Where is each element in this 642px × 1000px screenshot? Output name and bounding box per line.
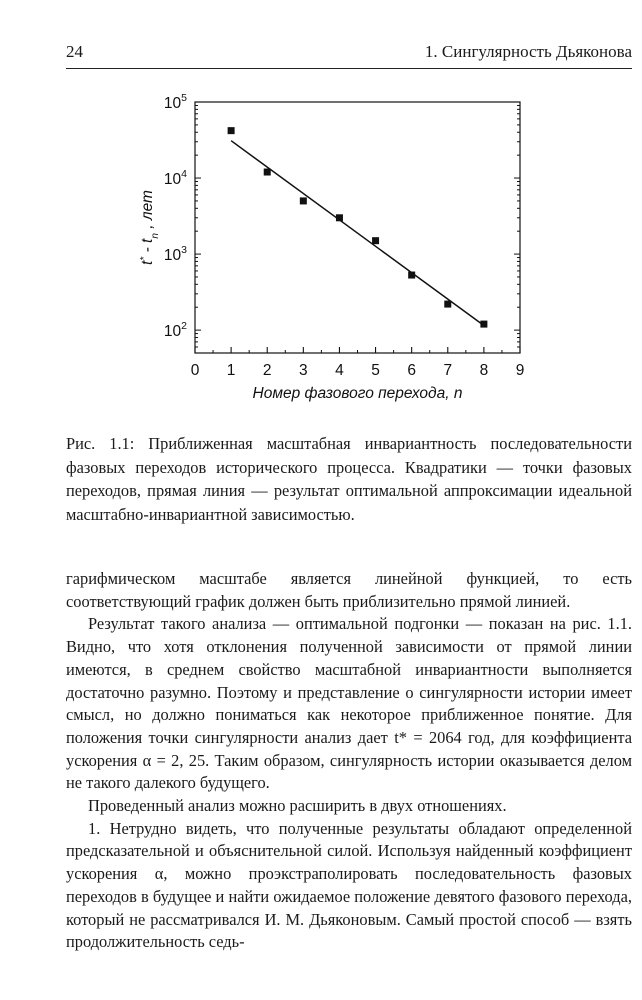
x-tick-label: 9 xyxy=(515,362,525,379)
body-text xyxy=(66,568,632,954)
data-point xyxy=(264,169,271,176)
x-tick-label: 0 xyxy=(190,362,200,379)
data-point xyxy=(444,301,451,308)
y-tick-label: $10^5$ xyxy=(163,92,187,112)
chart-svg xyxy=(0,80,642,410)
data-point xyxy=(408,272,415,279)
x-tick-label: 5 xyxy=(371,362,380,379)
data-point xyxy=(336,214,343,221)
paragraph-1: гарифмическом масштабе является линейной функцией, то есть соответствующий график должен быть приблизительно прямой линией. xyxy=(66,569,632,611)
data-point xyxy=(372,237,379,244)
x-tick-label: 4 xyxy=(335,362,344,379)
y-tick-label: $10^2$ xyxy=(163,320,187,341)
figure-caption: Рис. 1.1: Приближенная масштабная инвариантность последовательности фазовых переходов исторического процесса. Квадратики — точки фазовых переходов, прямая линия — результат оптимальной аппроксимации идеальной масштабно-инвариантной зависимостью. xyxy=(66,434,632,524)
x-tick-label: 8 xyxy=(479,362,489,379)
y-label-t-star: t xyxy=(139,260,156,265)
x-tick-label: 7 xyxy=(443,362,453,379)
x-tick-label: 6 xyxy=(407,362,416,379)
x-tick-label: 3 xyxy=(299,362,308,379)
page-number: 24 xyxy=(66,42,83,61)
paragraph-3: Проведенный анализ можно расширить в двух отношениях. xyxy=(88,796,507,816)
running-title: 1. Сингулярность Дьяконова xyxy=(424,42,632,61)
y-tick-label: $10^4$ xyxy=(163,168,187,189)
x-tick-label: 2 xyxy=(262,362,272,379)
paragraph-2: Результат такого анализа — оптимальной подгонки — показан на рис. 1.1. Видно, что хотя отклонения полученной зависимости от прямой линии имеются, в среднем свойство масштабной инвариантности выполняется достаточно разумно. Поэтому и представление о сингулярности истории имеет смысл, но должно пониматься как некоторое приближенное понятие. Для положения точки сингулярности анализ дает t* = 2064 год, для коэффициента ускорения α = 2, 25. Таким образом, сингулярность истории оказывается делом не такого далекого будущего. xyxy=(66,614,632,793)
data-point xyxy=(228,127,235,134)
figure-chart xyxy=(0,80,642,410)
paragraph-4: 1. Нетрудно видеть, что полученные результаты обладают определенной предсказательной и объяснительной силой. Используя найденный коэффициент ускорения α, можно проэкстраполировать последовательность фазовых переходов в будущее и найти ожидаемое положение девятого фазового перехода, который не рассматривался И. М. Дьяконовым. Самый простой способ — взять продолжительность седь- xyxy=(66,818,632,952)
data-point xyxy=(480,321,487,328)
fit-line xyxy=(231,141,484,326)
data-point xyxy=(300,197,307,204)
x-tick-label: 1 xyxy=(226,362,236,379)
y-axis-label: $t^* - t_n$ , лет xyxy=(138,190,161,265)
x-axis-label: Номер фазового перехода, n xyxy=(252,385,463,402)
page-header xyxy=(66,38,632,69)
y-tick-label: $10^3$ xyxy=(163,244,187,265)
